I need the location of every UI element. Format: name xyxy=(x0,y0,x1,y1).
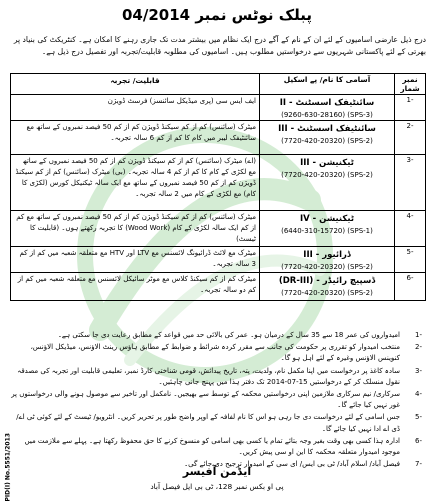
rule-text: منتخب امیدوار کو تقرری پر حکومت کی جانب سے مقرر کردہ شرائط و ضوابط کے مطابق ہاؤس رینٹ الاؤنس، میڈیکل الاؤنس، کنوینس الاؤنس وغیرہ کے لئے اہل ہو گا۔ xyxy=(30,343,400,363)
pay-scale: (6440-310-15720) (SPS-1) xyxy=(281,227,373,235)
row-serial: -1 xyxy=(395,95,426,121)
header-qualification: قابلیت/ تجربہ xyxy=(11,74,260,95)
rule-number: -3 xyxy=(415,366,422,375)
rule-number: -4 xyxy=(415,390,422,399)
rule-number: -7 xyxy=(415,460,422,469)
row-serial: -4 xyxy=(395,211,426,247)
post-name: ڈرائیور - III xyxy=(303,250,351,260)
post-name: ٹیکنیشن - III xyxy=(300,158,354,168)
row-qualification: میٹرک (سائنس) کم از کم سیکنڈ ڈویژن کم از کم 50 فیصد نمبروں کے ساتھ مع کم از کم ایک سالہ لکڑی کے کام (Wood Work) کا تجربہ رکھتے ہوں۔ (قابلیت کا ٹیسٹ) xyxy=(11,211,260,247)
row-serial: -3 xyxy=(395,155,426,211)
row-serial: -6 xyxy=(395,273,426,301)
table-row xyxy=(11,95,426,121)
table-header-row xyxy=(11,74,426,95)
post-name: ڈسپیچ رائیڈر - (DR-III) xyxy=(278,276,376,286)
vacancies-table xyxy=(10,73,426,301)
header-post: آسامی کا نام/ پے اسکیل xyxy=(260,74,395,95)
post-name: ٹیکنیشن - IV xyxy=(299,214,355,224)
rule-number: -2 xyxy=(415,343,422,352)
rule-text: امیدواروں کی عمر 18 سے 35 سال کے درمیان ہو۔ عمر کی بالائی حد میں قواعد کے مطابق رعایت دی جا سکتی ہے۔ xyxy=(57,331,400,339)
row-serial: -5 xyxy=(395,247,426,273)
row-post xyxy=(260,211,395,247)
signature-block xyxy=(0,465,434,491)
row-serial: -2 xyxy=(395,121,426,155)
list-item xyxy=(10,389,426,411)
pay-scale: (7720-420-20320) (SPS-2) xyxy=(281,171,373,179)
row-post xyxy=(260,95,395,121)
pid-number: PID(I) No.5551/2013 xyxy=(4,433,12,502)
list-item xyxy=(10,366,426,388)
pay-scale: (9260-630-28160) (SPS-3) xyxy=(281,111,373,119)
header-serial: نمبر شمار xyxy=(395,74,426,95)
table-row xyxy=(11,273,426,301)
notice-title: پبلک نوٹس نمبر 04/2014 xyxy=(121,6,313,24)
row-qualification: میٹرک (سائنس) کم از کم سیکنڈ ڈویژن کم از کم 50 فیصد نمبروں کے ساتھ مع سائنٹیفک لیبر میں کام کا کم از کم 6 سالہ تجربہ۔ xyxy=(11,121,260,155)
row-qualification: ایف ایس سی (پری میڈیکل سائنسز) فرسٹ ڈویژن xyxy=(11,95,260,121)
row-qualification: میٹرک مع لائٹ ڈرائیونگ لائسنس مع LTV اور HTV مع متعلقہ شعبہ میں کم از کم 3 سالہ تجربہ۔ xyxy=(11,247,260,273)
pay-scale: (7720-420-20320) (SPS-2) xyxy=(281,289,373,297)
post-name: سائنٹیفک اسسٹنٹ - III xyxy=(278,124,376,134)
table-row xyxy=(11,121,426,155)
list-item xyxy=(10,330,426,341)
pay-scale: (7720-420-20320) (SPS-2) xyxy=(281,263,373,271)
pay-scale: (7720-420-20320) (SPS-2) xyxy=(281,137,373,145)
rule-text: ادارہ ہذا کسی بھی وقت بغیر وجہ بتائے تمام یا کسی بھی اسامی کو منسوخ کرنے کا حق محفوظ رکھتا ہے۔ پہلے سے ملازمت میں موجود امیدوار متعلقہ محکمہ کا این او سی پیش کریں۔ xyxy=(24,436,400,457)
table-row xyxy=(11,211,426,247)
rule-text: جس اسامی کے لئے درخواست دی جا رہی ہو اس کا نام لفافہ کے اوپر واضح طور پر تحریر کریں۔ انٹرویو/ ٹیسٹ کے لئے کوئی ٹی اے/ ڈی اے ادا نہیں کیا جائے گا۔ xyxy=(16,413,400,433)
notice-intro: درج ذیل عارضی اسامیوں کے لئے ان کے نام کے آگے درج ایک نظام میں بیشتر مدت تک جاری رہنے کا امکان ہے۔ کنٹریکٹ کی بنیاد پر بھرتی کے لئے پاکستانی شہریوں سے درخواستیں مطلوب ہیں۔ اسامیوں کی مطلوبہ قابلیت/تجربہ اور تفصیل درج ذیل ہے۔ xyxy=(13,35,426,56)
rule-text: سادہ کاغذ پر درخواست میں اپنا مکمل نام، ولدیت، پتہ، تاریخ پیدائش، قومی شناختی کارڈ نمبر، تعلیمی قابلیت اور تجربہ کی مصدقہ نقول منسلک کر کے درخواستیں 15-07-2014 تک دفتر ہذا میں پہنچ جانی چاہئیں۔ xyxy=(17,366,400,386)
table-row xyxy=(11,247,426,273)
row-post xyxy=(260,121,395,155)
rule-text: سرکاری/ نیم سرکاری ملازمین اپنی درخواستیں محکمہ کے توسط سے بھیجیں۔ نامکمل اور تاخیر سے موصول ہونے والی درخواستوں پر غور نہیں کیا جائے گا۔ xyxy=(11,390,400,410)
row-post xyxy=(260,247,395,273)
list-item xyxy=(10,412,426,434)
row-qualification: میٹرک کم از کم سیکنڈ کلاس مع موٹر سائیکل لائسنس مع متعلقہ شعبہ میں کم از کم دو سالہ تجربہ۔ xyxy=(11,273,260,301)
post-name: سائنٹیفک اسسٹنٹ - II xyxy=(279,98,375,108)
terms-list xyxy=(10,330,426,471)
signatory-address: پی او بکس نمبر 128، ٹی بی ایل فیصل آباد xyxy=(150,482,284,491)
table-row xyxy=(11,155,426,211)
rule-number: -6 xyxy=(415,436,422,445)
list-item xyxy=(10,342,426,364)
list-item xyxy=(10,436,426,458)
rule-number: -5 xyxy=(415,413,422,422)
row-qualification: (اے) میٹرک (سائنس) کم از کم سیکنڈ ڈویژن کم از کم 50 فیصد نمبروں کے ساتھ مع لکڑی کے کام کا کم از کم 4 سالہ تجربہ۔ (بی) میٹرک (سائنس) کم از کم سیکنڈ ڈویژن کم از کم 50 فیصد نمبروں کے ساتھ مع ایک سالہ ٹیکنیکل کورس (لکڑی کا کام) مع لکڑی کے کام میں 2 سالہ تجربہ۔ xyxy=(11,155,260,211)
signatory-title: ایڈمن آفیسر xyxy=(182,465,252,478)
row-post xyxy=(260,273,395,301)
rule-number: -1 xyxy=(415,331,422,339)
row-post xyxy=(260,155,395,211)
rule-text: فیصل آباد/ اسلام آباد/ ٹی بی ایس/ ای سی کے امیدوار ترجیح دی جائے گی۔ xyxy=(184,460,400,469)
